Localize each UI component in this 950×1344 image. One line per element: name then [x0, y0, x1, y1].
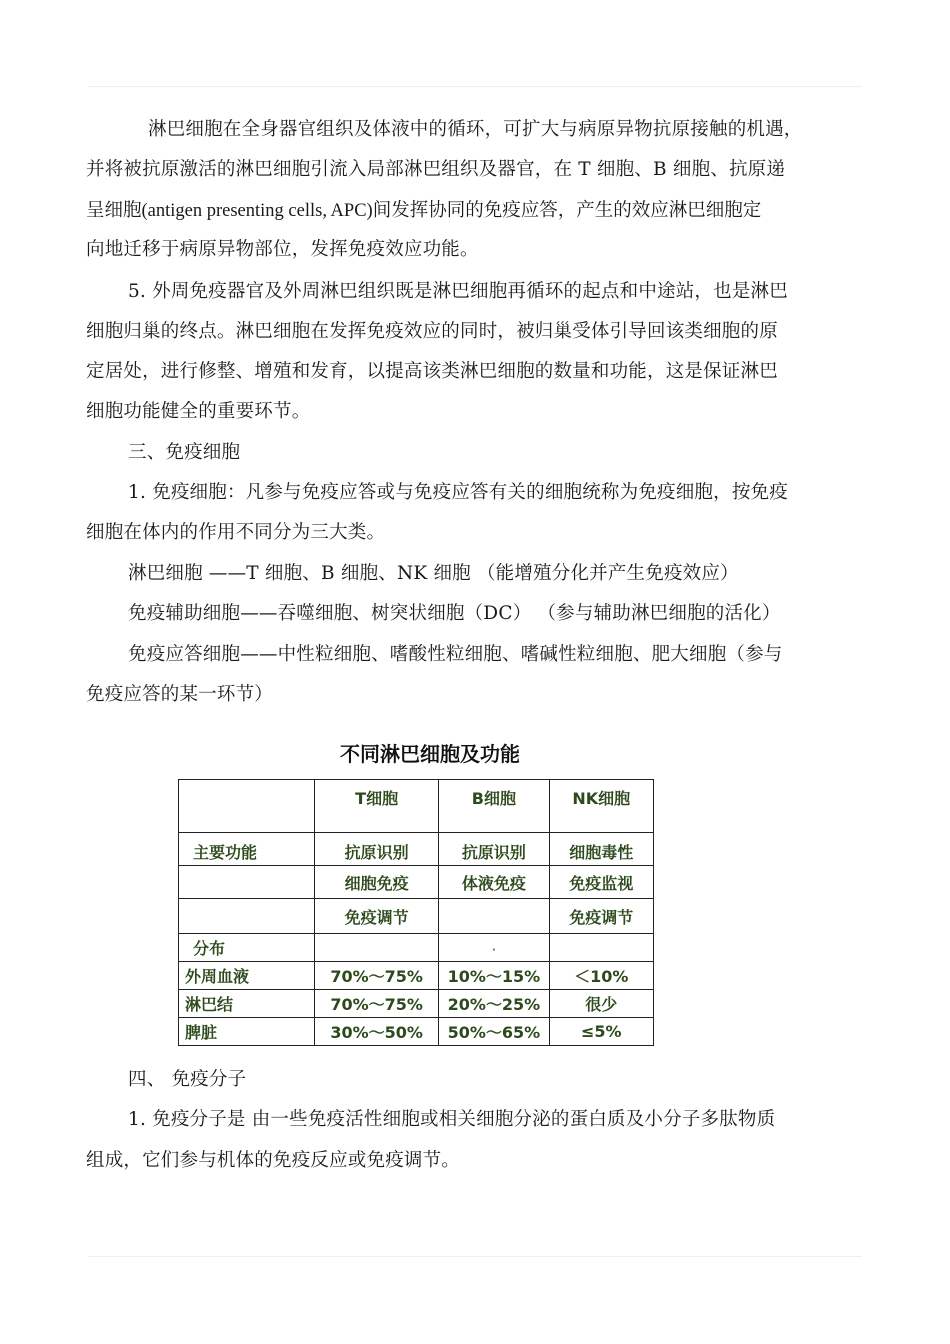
lymphocyte-table [178, 779, 654, 1046]
table-cell [179, 899, 315, 934]
cell-type-lymphocyte: 淋巴细胞 ——T 细胞、B 细胞、NK 细胞 （能增殖分化并产生免疫效应） [128, 563, 739, 584]
table-cell: 20%～25% [439, 990, 549, 1018]
section-heading-immune-cells: 三、免疫细胞 [128, 442, 241, 463]
table-title: 不同淋巴细胞及功能 [340, 742, 520, 766]
row-label: 外周血液 [179, 962, 315, 990]
table-cell: 50%～65% [439, 1018, 549, 1046]
table-cell: 免疫监视 [549, 866, 653, 899]
table-cell [439, 899, 549, 934]
table-cell [549, 934, 653, 962]
table-cell: 30%～50% [315, 1018, 439, 1046]
text-line: 组成，它们参与机体的免疫反应或免疫调节。 [86, 1150, 461, 1171]
text-line: 5. 外周免疫器官及外周淋巴组织既是淋巴细胞再循环的起点和中途站，也是淋巴 [128, 281, 788, 302]
table-row [179, 833, 654, 866]
table-cell: 抗原识别 [439, 833, 549, 866]
table-cell: 免疫调节 [549, 899, 653, 934]
table-row [179, 990, 654, 1018]
table-row [179, 962, 654, 990]
text-line: 细胞功能健全的重要环节。 [86, 401, 311, 422]
table-cell: 细胞免疫 [315, 866, 439, 899]
text-line: 呈细胞(antigen presenting cells, APC)间发挥协同的免疫应答，产生的效应淋巴细胞定 [86, 201, 762, 221]
table-cell [439, 934, 549, 962]
text-line: 细胞归巢的终点。淋巴细胞在发挥免疫效应的同时，被归巢受体引导回该类细胞的原 [86, 321, 778, 342]
table-cell: 70%～75% [315, 962, 439, 990]
row-label: 分布 [179, 934, 315, 962]
header-cell: NK细胞 [549, 780, 653, 833]
table-cell: ＜10% [549, 962, 653, 990]
table-cell: 很少 [549, 990, 653, 1018]
text-line: 淋巴细胞在全身器官组织及体液中的循环，可扩大与病原异物抗原接触的机遇， [148, 119, 803, 140]
cell-type-response: 免疫应答细胞——中性粒细胞、嗜酸性粒细胞、嗜碱性粒细胞、肥大细胞（参与 [128, 644, 783, 665]
header-cell [179, 780, 315, 833]
table-row [179, 934, 654, 962]
table-cell: 免疫调节 [315, 899, 439, 934]
text-line: 向地迁移于病原异物部位，发挥免疫效应功能。 [86, 239, 479, 260]
cell-type-accessory: 免疫辅助细胞——吞噬细胞、树突状细胞（DC） （参与辅助淋巴细胞的活化） [128, 603, 781, 624]
bottom-rule [88, 1256, 862, 1257]
table-header-row [179, 780, 654, 833]
table-cell [179, 866, 315, 899]
table-cell [315, 934, 439, 962]
section-heading-immune-molecules: 四、 免疫分子 [128, 1069, 247, 1090]
text-line: 并将被抗原激活的淋巴细胞引流入局部淋巴组织及器官，在 T 细胞、B 细胞、抗原递 [86, 159, 786, 180]
table-row [179, 1018, 654, 1046]
table-cell: 10%～15% [439, 962, 549, 990]
table-cell: 70%～75% [315, 990, 439, 1018]
top-rule [88, 86, 862, 87]
text-line: 免疫应答的某一环节） [86, 684, 274, 705]
row-label: 淋巴结 [179, 990, 315, 1018]
table-cell: 细胞毒性 [549, 833, 653, 866]
text-line: 细胞在体内的作用不同分为三大类。 [86, 522, 386, 543]
table-cell: 体液免疫 [439, 866, 549, 899]
table-row [179, 899, 654, 934]
text-line: 定居处，进行修整、增殖和发育，以提高该类淋巴细胞的数量和功能，这是保证淋巴 [86, 361, 778, 382]
header-cell: B细胞 [439, 780, 549, 833]
row-label: 脾脏 [179, 1018, 315, 1046]
table-cell: 抗原识别 [315, 833, 439, 866]
table-cell: ≤5% [549, 1018, 653, 1046]
text-line: 1. 免疫分子是 由一些免疫活性细胞或相关细胞分泌的蛋白质及小分子多肽物质 [128, 1109, 776, 1130]
header-cell: T细胞 [315, 780, 439, 833]
table-row [179, 866, 654, 899]
row-label: 主要功能 [179, 833, 315, 866]
stray-mark: · [491, 945, 496, 956]
text-line: 1. 免疫细胞：凡参与免疫应答或与免疫应答有关的细胞统称为免疫细胞，按免疫 [128, 482, 788, 503]
